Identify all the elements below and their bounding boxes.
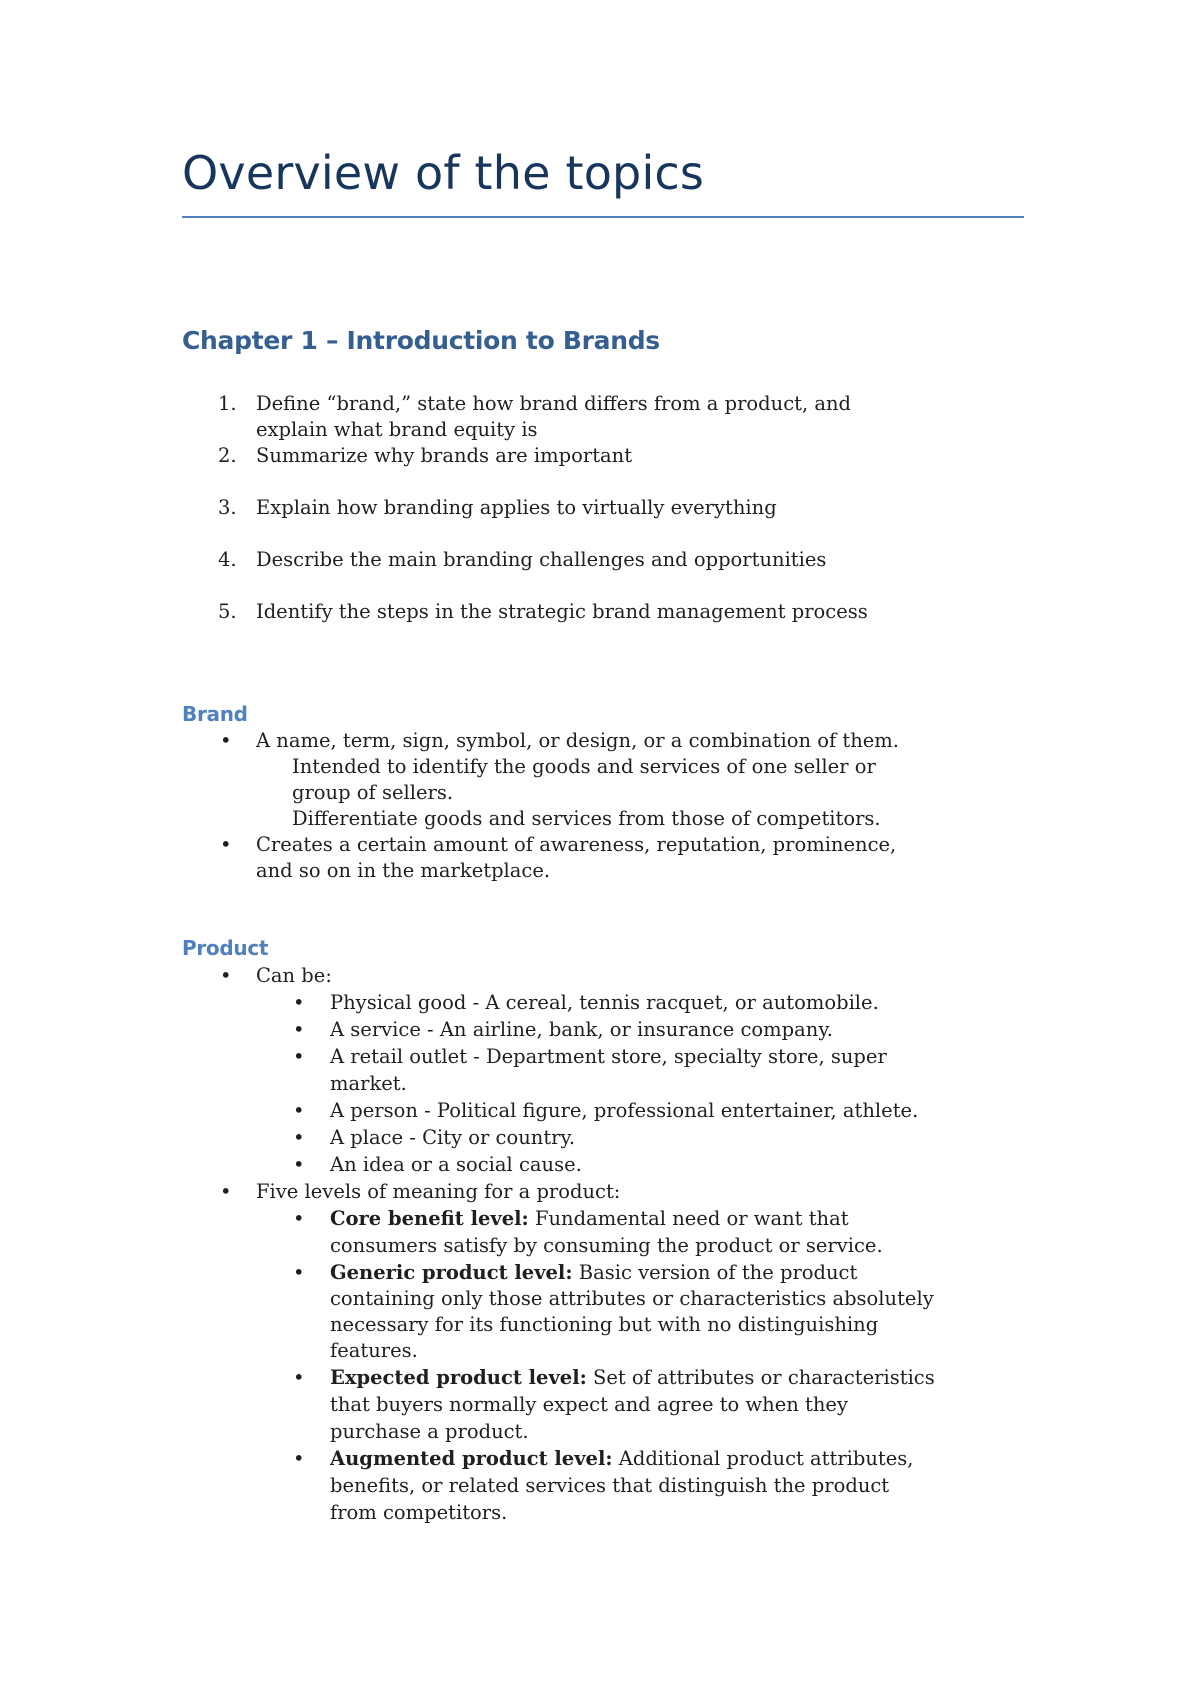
- objective-text: Identify the steps in the strategic brand management process: [256, 600, 868, 623]
- bullet-marker: •: [293, 1366, 305, 1389]
- bullet-marker: •: [293, 991, 305, 1014]
- product-level-description: Additional product attributes,: [612, 1447, 914, 1470]
- chapter-heading: Chapter 1 – Introduction to Brands: [182, 326, 660, 355]
- product-type-item: A retail outlet - Department store, specialty store, super: [330, 1045, 887, 1068]
- product-type-item: A service - An airline, bank, or insurance company.: [330, 1018, 833, 1041]
- objective-text: Define “brand,” state how brand differs from a product, and: [256, 392, 852, 415]
- product-level-description-cont: features.: [330, 1339, 418, 1362]
- product-type-item: An idea or a social cause.: [330, 1153, 582, 1176]
- product-level-description-cont: from competitors.: [330, 1501, 508, 1524]
- brand-purpose-cont: group of sellers.: [292, 781, 454, 804]
- product-level-description: Basic version of the product: [572, 1261, 858, 1284]
- bullet-marker: •: [293, 1207, 305, 1230]
- brand-awareness: Creates a certain amount of awareness, reputation, prominence,: [256, 833, 897, 856]
- product-level-item: [330, 1368, 935, 1388]
- bullet-marker: •: [293, 1045, 305, 1068]
- brand-awareness-cont: and so on in the marketplace.: [256, 859, 551, 882]
- objective-number: 1.: [218, 392, 237, 415]
- bullet-marker: •: [293, 1153, 305, 1176]
- bullet-marker: •: [293, 1126, 305, 1149]
- brand-purpose: Intended to identify the goods and services of one seller or: [292, 755, 876, 778]
- objective-number: 5.: [218, 600, 237, 623]
- brand-definition: A name, term, sign, symbol, or design, or a combination of them.: [256, 729, 899, 752]
- product-level-description-cont: necessary for its functioning but with no distinguishing: [330, 1313, 879, 1336]
- objective-text: Summarize why brands are important: [256, 444, 633, 467]
- product-level-term: Generic product level:: [330, 1261, 573, 1284]
- product-level-description-cont: consumers satisfy by consuming the product or service.: [330, 1234, 883, 1257]
- product-level-item: [330, 1263, 857, 1283]
- bullet-marker: •: [293, 1447, 305, 1470]
- product-level-item: [330, 1209, 849, 1229]
- objective-number: 3.: [218, 496, 237, 519]
- product-type-item: Physical good - A cereal, tennis racquet, or automobile.: [330, 991, 879, 1014]
- bullet-marker: •: [220, 833, 232, 856]
- product-can-be: Can be:: [256, 964, 332, 987]
- product-level-description: Set of attributes or characteristics: [586, 1366, 935, 1389]
- product-level-description-cont: that buyers normally expect and agree to when they: [330, 1393, 848, 1416]
- product-level-item: [330, 1449, 914, 1469]
- objective-text: explain what brand equity is: [256, 418, 538, 441]
- bullet-marker: •: [293, 1099, 305, 1122]
- product-level-term: Core benefit level:: [330, 1207, 529, 1230]
- product-level-term: Expected product level:: [330, 1366, 587, 1389]
- objective-number: 4.: [218, 548, 237, 571]
- bullet-marker: •: [220, 729, 232, 752]
- objective-text: Describe the main branding challenges and opportunities: [256, 548, 827, 571]
- bullet-marker: •: [220, 964, 232, 987]
- product-level-description-cont: benefits, or related services that distinguish the product: [330, 1474, 890, 1497]
- brand-differentiate: Differentiate goods and services from those of competitors.: [292, 807, 881, 830]
- product-level-description-cont: containing only those attributes or characteristics absolutely: [330, 1287, 934, 1310]
- brand-heading: Brand: [182, 702, 248, 726]
- bullet-marker: •: [293, 1018, 305, 1041]
- product-type-item-cont: market.: [330, 1072, 407, 1095]
- bullet-marker: •: [220, 1180, 232, 1203]
- objective-text: Explain how branding applies to virtually everything: [256, 496, 777, 519]
- product-five-levels: Five levels of meaning for a product:: [256, 1180, 621, 1203]
- page-title: Overview of the topics: [182, 146, 705, 200]
- title-underline: [182, 216, 1024, 218]
- product-type-item: A person - Political figure, professional entertainer, athlete.: [330, 1099, 919, 1122]
- objective-number: 2.: [218, 444, 237, 467]
- product-level-description-cont: purchase a product.: [330, 1420, 529, 1443]
- bullet-marker: •: [293, 1261, 305, 1284]
- product-heading: Product: [182, 936, 269, 960]
- product-level-description: Fundamental need or want that: [528, 1207, 849, 1230]
- product-type-item: A place - City or country.: [330, 1126, 576, 1149]
- product-level-term: Augmented product level:: [330, 1447, 613, 1470]
